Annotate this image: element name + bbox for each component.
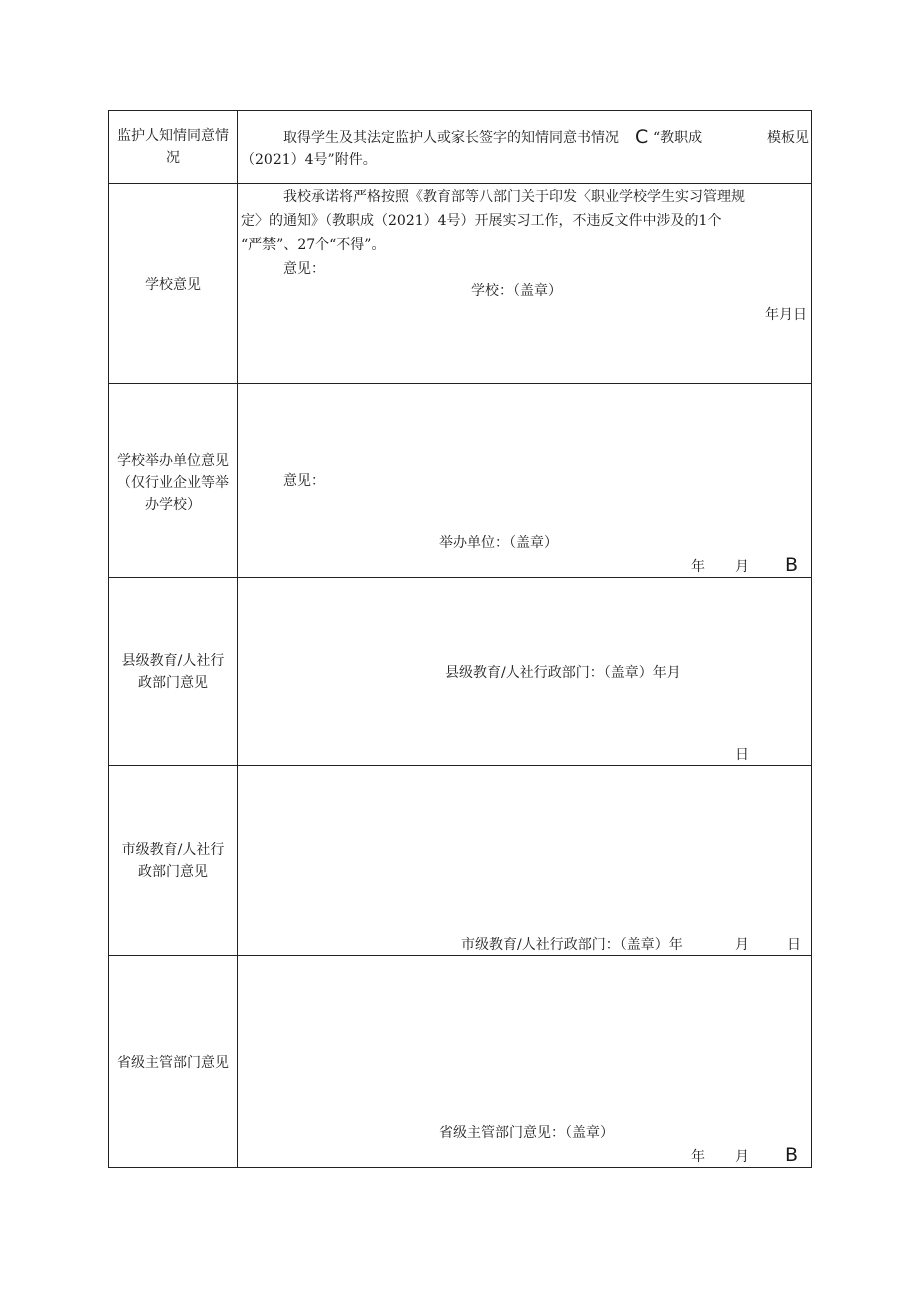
sponsor-day: B (785, 554, 799, 576)
school-commitment-line3: “严禁”、27个“不得”。 (241, 237, 386, 253)
school-commitment-line2: 定〉的通知》（教职成（2021）4号）开展实习工作，不违反文件中涉及的1个 (241, 213, 722, 229)
sponsor-seal: 举办单位：（盖章） (439, 535, 558, 551)
label-line: 况 (166, 150, 180, 166)
row-label-guardian (109, 125, 237, 169)
city-month: 月 (735, 937, 749, 953)
guardian-text-letter: C (635, 126, 649, 148)
row-label-school: 学校意见 (145, 277, 201, 293)
row-school-opinion (109, 184, 811, 384)
approval-table (108, 110, 812, 1168)
sponsor-opinion-label: 意见： (283, 473, 325, 489)
province-day: B (785, 1144, 799, 1166)
school-commitment-line1: 我校承诺将严格按照《教育部等八部门关于印发〈职业学校学生实习管理规 (283, 189, 745, 205)
label-line: （仅行业企业等举 (117, 475, 229, 491)
label-line: 政部门意见 (138, 675, 208, 691)
column-divider (237, 766, 238, 955)
county-seal: 县级教育/人社行政部门：（盖章）年月 (445, 665, 681, 681)
row-label-province: 省级主管部门意见 (117, 1055, 229, 1071)
school-seal: 学校：（盖章） (471, 283, 562, 299)
label-line: 县级教育/人社行 (121, 653, 225, 669)
county-day: 日 (735, 747, 749, 763)
label-line: 办学校） (145, 497, 201, 513)
school-date: 年月日 (765, 307, 807, 323)
province-month: 月 (735, 1149, 749, 1165)
row-county-opinion (109, 578, 811, 766)
label-line: 学校举办单位意见 (117, 453, 229, 469)
label-line: 市级教育/人社行 (121, 842, 225, 858)
city-seal: 市级教育/人社行政部门：（盖章）年 (461, 937, 683, 953)
column-divider (237, 578, 238, 765)
sponsor-month: 月 (735, 559, 749, 575)
province-year: 年 (691, 1149, 705, 1165)
row-province-opinion (109, 956, 811, 1167)
province-seal: 省级主管部门意见：（盖章） (439, 1125, 614, 1141)
column-divider (237, 956, 238, 1167)
city-day: 日 (787, 937, 801, 953)
guardian-text-line2: （2021）4号”附件。 (241, 152, 377, 168)
column-divider (237, 111, 238, 183)
row-city-opinion (109, 766, 811, 956)
school-opinion-label: 意见： (283, 261, 325, 277)
sponsor-year: 年 (691, 559, 705, 575)
row-label-city (109, 839, 237, 883)
row-sponsor-opinion (109, 384, 811, 578)
guardian-text-tail: 模板见 (767, 130, 809, 146)
guardian-text-line1b: “教职成 (653, 130, 703, 146)
label-line: 政部门意见 (138, 864, 208, 880)
row-guardian-consent (109, 111, 811, 184)
row-label-sponsor (109, 450, 237, 516)
column-divider (237, 384, 238, 577)
label-line: 监护人知情同意情 (117, 128, 229, 144)
guardian-text-line1: 取得学生及其法定监护人或家长签字的知情同意书情况 (283, 130, 619, 146)
row-label-county (109, 650, 237, 694)
column-divider (237, 184, 238, 383)
